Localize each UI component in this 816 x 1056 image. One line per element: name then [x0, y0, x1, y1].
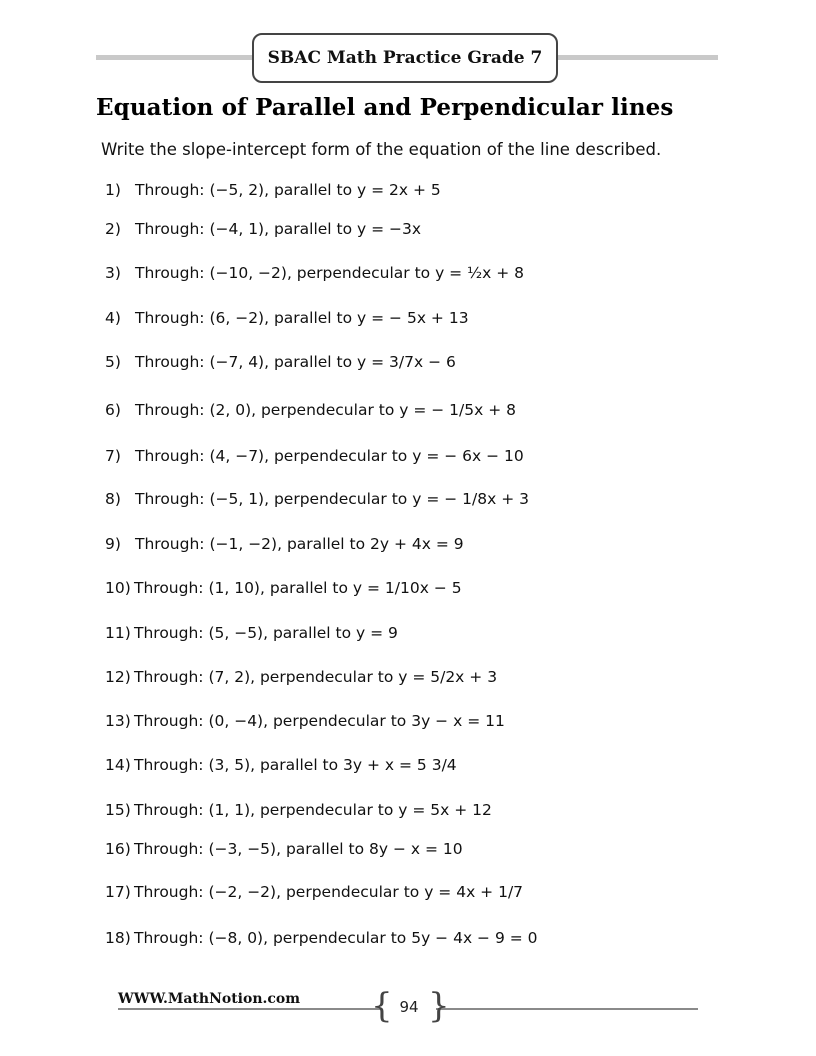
- problem-number: 9): [105, 535, 121, 553]
- problem-number: 16): [105, 840, 131, 858]
- problem-item: [105, 262, 524, 284]
- problem-item: [105, 445, 524, 467]
- problem-text: Through: (−1, −2), parallel to 2y + 4x = 9: [135, 535, 464, 553]
- problem-item: [105, 754, 457, 776]
- problem-text: Through: (1, 1), perpendecular to y = 5x + 12: [134, 801, 492, 819]
- header-rule-left: [96, 55, 256, 60]
- problem-number: 7): [105, 447, 121, 465]
- problem-number: 2): [105, 220, 121, 238]
- problem-number: 4): [105, 309, 121, 327]
- problem-number: 18): [105, 929, 131, 947]
- problem-number: 6): [105, 401, 121, 419]
- problem-item: [105, 666, 497, 688]
- header-book-title: SBAC Math Practice Grade 7: [252, 33, 558, 83]
- problem-text: Through: (−5, 1), perpendecular to y = − 1/8x + 3: [135, 490, 529, 508]
- problem-text: Through: (−5, 2), parallel to y = 2x + 5: [135, 181, 441, 199]
- problem-number: 1): [105, 181, 121, 199]
- left-brace-icon: {: [371, 986, 393, 1026]
- problem-number: 17): [105, 883, 131, 901]
- problem-number: 13): [105, 712, 131, 730]
- problem-item: [105, 881, 523, 903]
- problem-number: 3): [105, 264, 121, 282]
- problem-item: [105, 399, 516, 421]
- problem-text: Through: (5, −5), parallel to y = 9: [134, 624, 398, 642]
- problem-text: Through: (−3, −5), parallel to 8y − x = 10: [134, 840, 463, 858]
- problem-item: [105, 307, 469, 329]
- problem-number: 8): [105, 490, 121, 508]
- right-brace-icon: }: [428, 986, 450, 1026]
- problem-number: 12): [105, 668, 131, 686]
- problem-text: Through: (7, 2), perpendecular to y = 5/2x + 3: [134, 668, 498, 686]
- problem-item: [105, 577, 462, 599]
- problem-number: 11): [105, 624, 131, 642]
- problem-number: 5): [105, 353, 121, 371]
- problem-item: [105, 351, 456, 373]
- problem-item: [105, 838, 463, 860]
- problem-text: Through: (6, −2), parallel to y = − 5x + 13: [135, 309, 469, 327]
- problem-item: [105, 179, 441, 201]
- problem-text: Through: (−10, −2), perpendecular to y = ½x + 8: [135, 264, 524, 282]
- problem-text: Through: (1, 10), parallel to y = 1/10x − 5: [134, 579, 462, 597]
- page-number: 94: [399, 998, 419, 1016]
- footer-website: WWW.MathNotion.com: [118, 991, 301, 1007]
- problem-number: 10): [105, 579, 131, 597]
- problem-item: [105, 622, 398, 644]
- problem-text: Through: (4, −7), perpendecular to y = − 6x − 10: [135, 447, 524, 465]
- problem-text: Through: (−8, 0), perpendecular to 5y − 4x − 9 = 0: [134, 929, 538, 947]
- problem-text: Through: (−4, 1), parallel to y = −3x: [135, 220, 422, 238]
- problem-item: [105, 218, 421, 240]
- instructions: Write the slope-intercept form of the equation of the line described.: [101, 140, 662, 159]
- footer-rule-left: [118, 1008, 380, 1010]
- problem-text: Through: (0, −4), perpendecular to 3y − x = 11: [134, 712, 505, 730]
- problem-item: [105, 533, 464, 555]
- problem-text: Through: (2, 0), perpendecular to y = − 1/5x + 8: [135, 401, 516, 419]
- problem-item: [105, 927, 538, 949]
- header-rule-right: [558, 55, 718, 60]
- problem-item: [105, 488, 529, 510]
- problem-text: Through: (−2, −2), perpendecular to y = 4x + 1/7: [134, 883, 524, 901]
- problem-number: 15): [105, 801, 131, 819]
- page-title: Equation of Parallel and Perpendicular lines: [96, 94, 674, 121]
- problem-item: [105, 710, 505, 732]
- problem-number: 14): [105, 756, 131, 774]
- footer-rule-right: [436, 1008, 698, 1010]
- problem-text: Through: (3, 5), parallel to 3y + x = 5 3/4: [134, 756, 457, 774]
- problem-item: [105, 799, 492, 821]
- problem-text: Through: (−7, 4), parallel to y = 3/7x − 6: [135, 353, 456, 371]
